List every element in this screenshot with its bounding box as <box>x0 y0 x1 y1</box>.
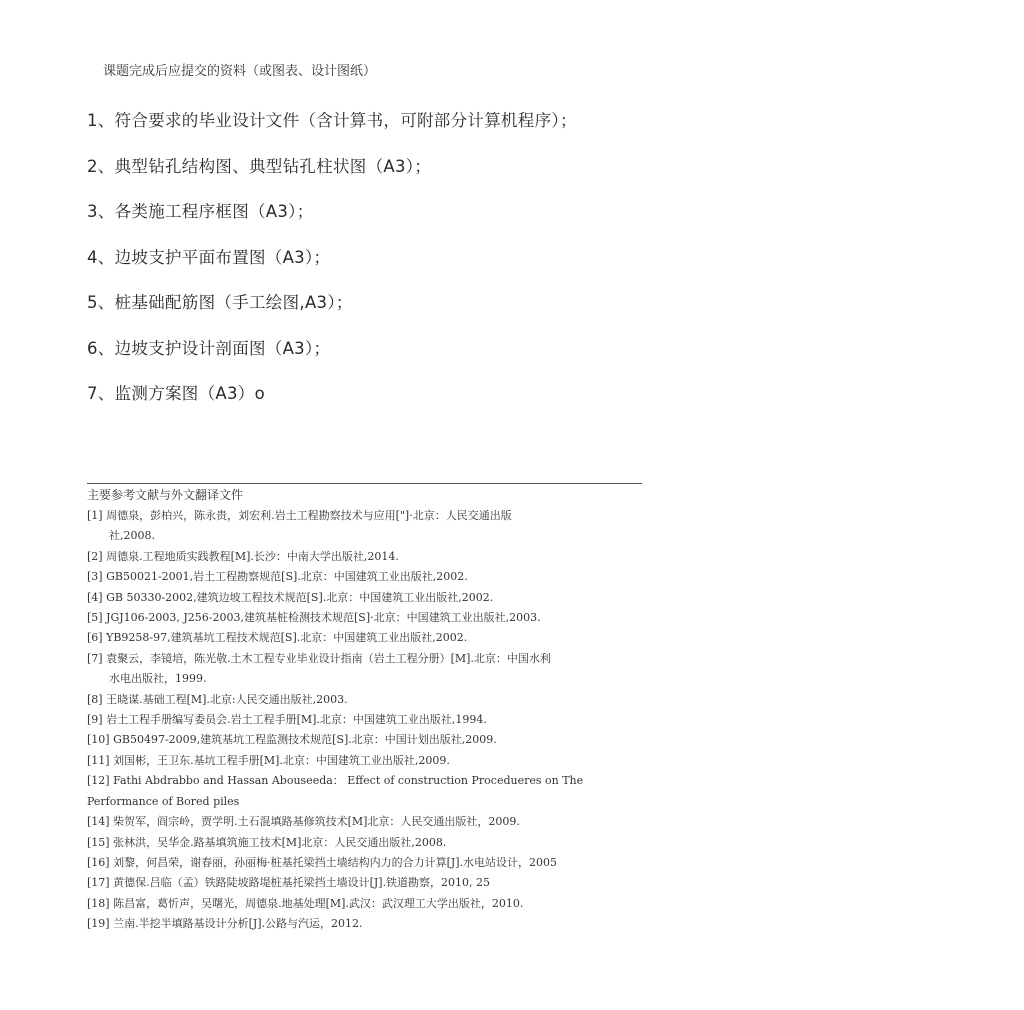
footnote-divider <box>87 483 642 484</box>
reference-item <box>87 710 647 730</box>
reference-text: [6] YB9258-97,建筑基坑工程技术规范[S].北京：中国建筑工业出版社,2002. <box>87 631 468 645</box>
deliverables-list <box>87 107 577 426</box>
reference-item <box>87 894 647 914</box>
reference-item <box>87 914 647 934</box>
reference-item <box>87 771 647 812</box>
reference-item <box>87 547 647 567</box>
reference-text: [11] 刘国彬，王卫东.基坑工程手册[M].北京：中国建筑工业出版社,2009. <box>87 753 450 767</box>
reference-item <box>87 588 647 608</box>
reference-item <box>87 853 647 873</box>
reference-text: [3] GB50021-2001,岩土工程勘察规范[S].北京：中国建筑工业出版社,2002. <box>87 570 468 584</box>
deliverable-item: 7、监测方案图（A3）o <box>87 384 265 403</box>
reference-item <box>87 812 647 832</box>
deliverable-item: 1、符合要求的毕业设计文件（含计算书，可附部分计算机程序）； <box>87 111 577 130</box>
reference-text: [18] 陈昌富，葛忻声，吴曙光，周德泉.地基处理[M].武汉：武汉理工大学出版社，2010. <box>87 896 524 910</box>
deliverable-item: 5、桩基础配筋图（手工绘图,A3）； <box>87 293 353 312</box>
reference-text: [14] 柴贺军，阎宗岭，贾学明.土石混填路基修筑技术[M]北京：人民交通出版社，2009. <box>87 815 520 829</box>
reference-item <box>87 751 647 771</box>
reference-text: [1] 周德泉，彭柏兴，陈永贵，刘宏利.岩土工程勘察技术与应用["]·北京：人民交通出版 <box>87 509 512 522</box>
reference-item <box>87 628 647 648</box>
reference-text: [15] 张林洪，吴华金.路基填筑施工技术[M]北京：人民交通出版社,2008. <box>87 835 447 849</box>
references-title: 主要参考文献与外文翻译文件 <box>87 488 244 502</box>
reference-item <box>87 608 647 628</box>
reference-text: [10] GB50497-2009,建筑基坑工程监测技术规范[S].北京：中国计划出版社,2009. <box>87 733 497 747</box>
reference-item <box>87 649 647 690</box>
reference-item <box>87 690 647 710</box>
reference-item <box>87 873 647 893</box>
reference-continuation: 水电出版社，1999. <box>109 672 207 686</box>
reference-text: [19] 兰南.半挖半填路基设计分析[J].公路与汽运，2012. <box>87 917 363 931</box>
reference-text: [7] 袁聚云，李镜培，陈光敬.土木工程专业毕业设计指南（岩土工程分册）[M].北京：中国水利 <box>87 651 551 665</box>
deliverable-item: 4、边坡支护平面布置图（A3）； <box>87 247 331 267</box>
reference-item <box>87 833 647 853</box>
reference-text: [17] 黄德保.吕临（孟）铁路陡坡路堤桩基托梁挡土墙设计[J].铁道勘察，2010, 25 <box>87 876 491 890</box>
reference-continuation: 社,2008. <box>109 529 155 543</box>
reference-item <box>87 506 647 547</box>
reference-text: [2] 周德泉.工程地质实践教程[M].长沙：中南大学出版社,2014. <box>87 549 399 563</box>
deliverable-item: 3、各类施工程序框图（A3）； <box>87 202 314 221</box>
reference-item <box>87 567 647 587</box>
reference-text: [12] Fathi Abdrabbo and Hassan Abouseeda： Effect of construction Procedueres on The Performance of Bored piles <box>87 774 584 808</box>
reference-text: [4] GB 50330-2002,建筑边坡工程技术规范[S].北京：中国建筑工业出版社,2002. <box>87 590 494 604</box>
reference-text: [16] 刘黎，何昌荣，谢春丽，孙丽梅·桩基托梁挡土墙结构内力的合力计算[J].水电站设计，2005 <box>87 855 558 869</box>
deliverable-item: 6、边坡支护设计剖面图（A3）； <box>87 338 331 358</box>
reference-text: [8] 王晓谋.基础工程[M].北京:人民交通出版社,2003. <box>87 692 348 706</box>
section-heading: 课题完成后应提交的资料（或图表、设计图纸） <box>103 64 377 79</box>
reference-text: [9] 岩土工程手册编写委员会.岩土工程手册[M].北京：中国建筑工业出版社,1994. <box>87 713 487 727</box>
references-list <box>87 506 647 935</box>
reference-text: [5] JGJ106-2003, J256-2003,建筑基桩检测技术规范[S]·北京：中国建筑工业出版社,2003. <box>87 611 541 625</box>
deliverable-item: 2、典型钻孔结构图、典型钻孔柱状图（A3）； <box>87 156 432 176</box>
reference-item <box>87 730 647 750</box>
